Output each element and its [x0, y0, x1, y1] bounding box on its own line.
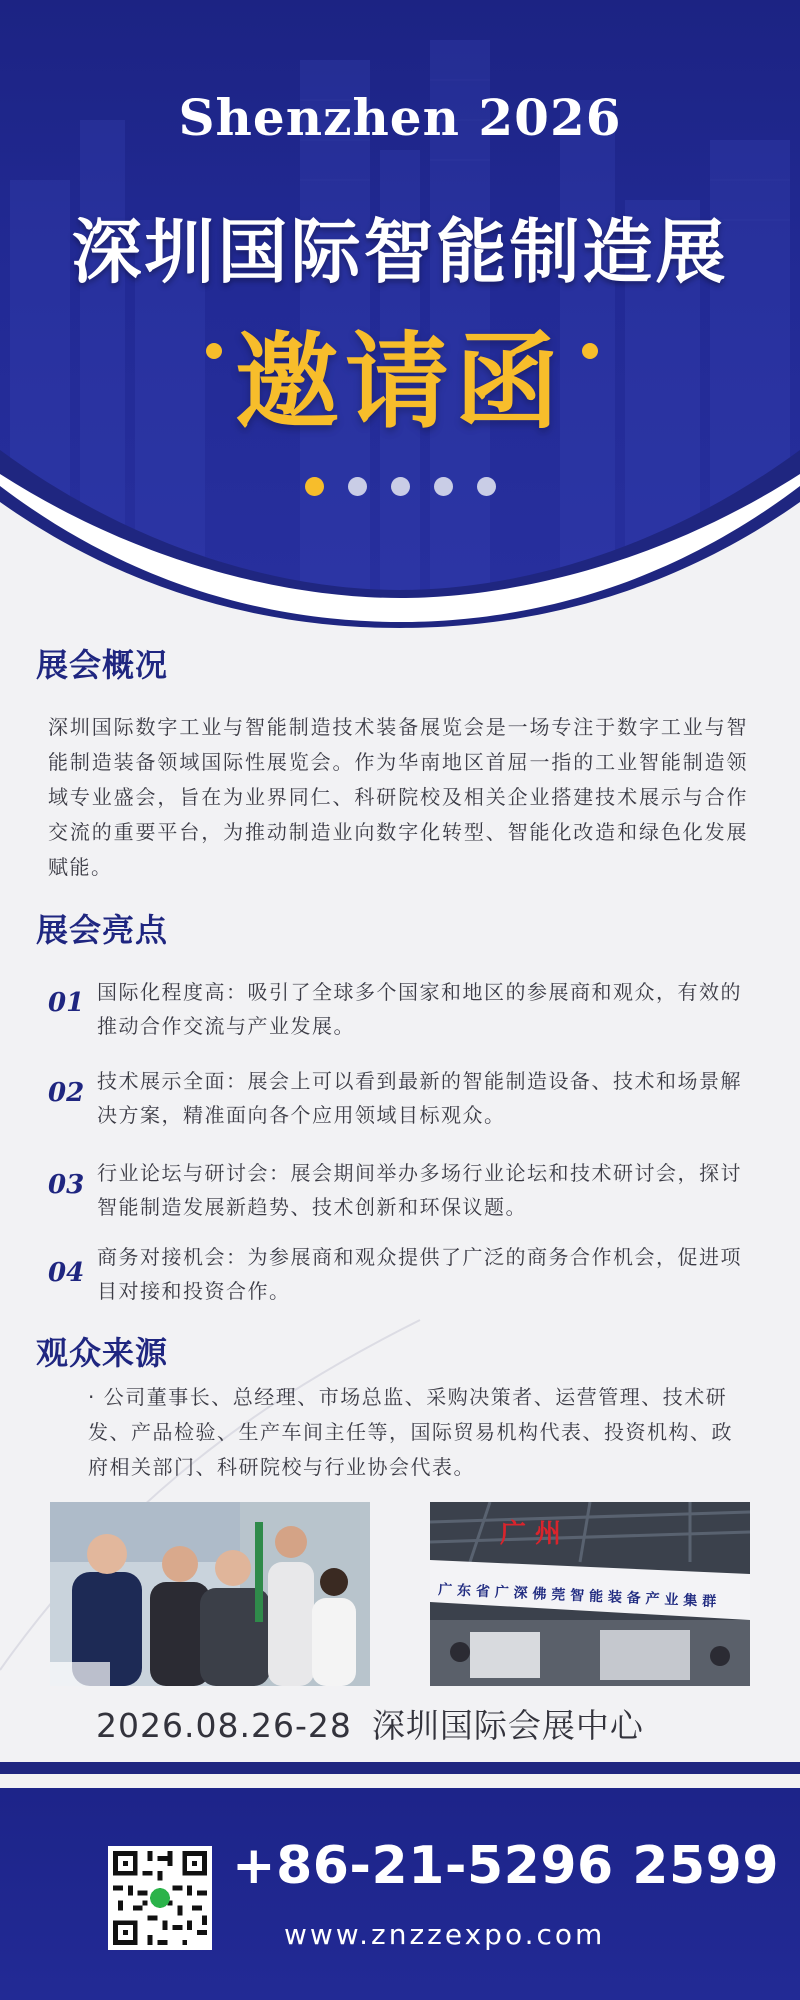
carousel-dot-5[interactable] — [477, 477, 496, 496]
english-title: Shenzhen 2026 — [178, 88, 622, 147]
carousel-dot-4[interactable] — [434, 477, 453, 496]
photo-exhibition-booth — [430, 1502, 750, 1686]
overview-text: 深圳国际数字工业与智能制造技术装备展览会是一场专注于数字工业与智能制造装备领域国际性展览会。作为华南地区首屈一指的工业智能制造领域专业盛会，旨在为业界同仁、科研院校及相关企业搭建技术展示与合作交流的重要平台，为推动制造业向数字化转型、智能化改造和绿色化发展赋能。 — [48, 715, 748, 879]
highlight-text: 国际化程度高：吸引了全球多个国家和地区的参展商和观众，有效的推动合作交流与产业发展。 — [97, 980, 742, 1038]
highlight-number: 04 — [48, 1258, 85, 1288]
section-title-highlights: 展会亮点 — [36, 911, 169, 949]
event-date-venue — [96, 1700, 644, 1747]
section-title-overview: 展会概况 — [36, 646, 169, 684]
event-date: 2026.08.26-28 — [96, 1706, 352, 1745]
carousel-dot-1[interactable] — [305, 477, 324, 496]
highlight-number: 01 — [48, 988, 85, 1018]
svg-text:广 东 省 广 深 佛 莞 智 能 装 备 产 业 集 群: 广 东 省 广 深 佛 莞 智 能 装 备 产 业 集 群 — [437, 1582, 717, 1611]
carousel-dot-3[interactable] — [391, 477, 410, 496]
invitation-heading: 邀请函 — [234, 321, 565, 443]
website-link[interactable]: www.znzzexpo.com — [284, 1918, 606, 1951]
photo-visitors — [50, 1502, 370, 1686]
qr-code-icon[interactable] — [108, 1846, 212, 1950]
footer-stripe — [0, 1762, 800, 1774]
carousel-dot-2[interactable] — [348, 477, 367, 496]
highlight-text: 行业论坛与研讨会：展会期间举办多场行业论坛和技术研讨会，探讨智能制造发展新趋势、技术创新和环保议题。 — [97, 1161, 742, 1219]
contact-phone[interactable]: +86-21-5296 2599 — [232, 1836, 780, 1896]
event-venue: 深圳国际会展中心 — [371, 1706, 644, 1745]
highlight-text: 商务对接机会：为参展商和观众提供了广泛的商务合作机会，促进项目对接和投资合作。 — [97, 1245, 742, 1303]
hero-banner — [0, 0, 800, 640]
highlight-number: 03 — [48, 1170, 85, 1200]
audience-text: · 公司董事长、总经理、市场总监、采购决策者、运营管理、技术研发、产品检验、生产车间主任等，国际贸易机构代表、投资机构、政府相关部门、科研院校与行业协会代表。 — [88, 1385, 733, 1479]
right-dot-ornament — [582, 343, 598, 359]
carousel-indicators — [0, 477, 800, 497]
section-title-audience: 观众来源 — [36, 1334, 169, 1372]
highlight-number: 02 — [48, 1078, 85, 1108]
highlight-text: 技术展示全面：展会上可以看到最新的智能制造设备、技术和场景解决方案，精准面向各个应用领域目标观众。 — [97, 1069, 742, 1127]
svg-text:广 州: 广 州 — [500, 1519, 562, 1549]
left-dot-ornament — [206, 343, 222, 359]
chinese-title: 深圳国际智能制造展 — [71, 211, 729, 293]
